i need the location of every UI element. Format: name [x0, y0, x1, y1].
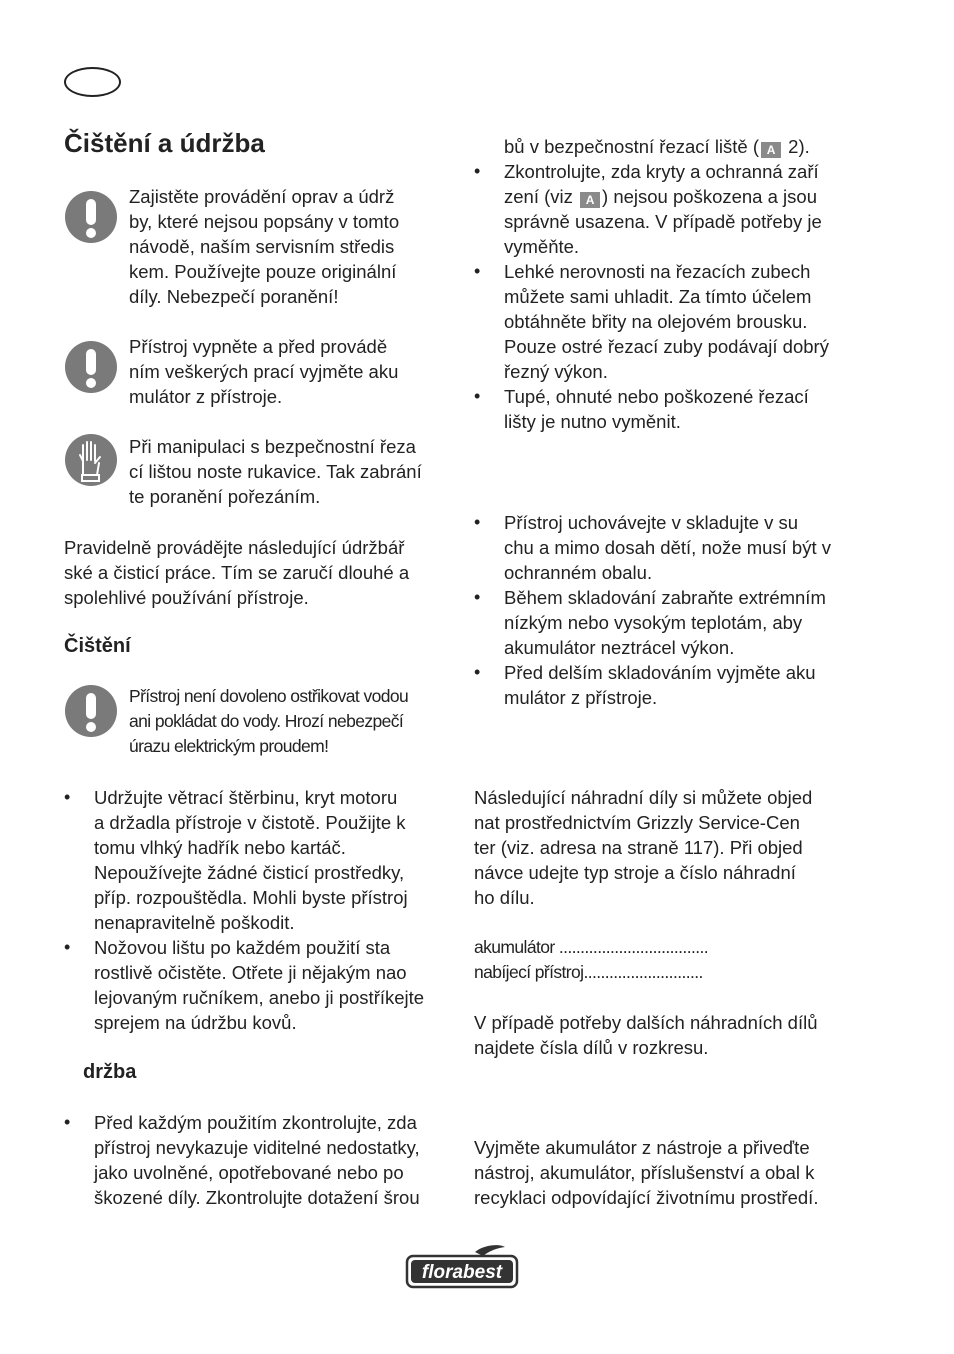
storage-list — [474, 510, 831, 710]
list-item: • Udržujte větrací štěrbinu, kryt motoru a držadla přístroje v čistotě. Použijte k tomu vlhký hadřík nebo kartáč. Nepoužívejte žádné čisticí prostředky, příp. rozpouštědla. Mohli byste přístroj nenapravitelně poškodit. — [64, 785, 424, 935]
warning-line: ním veškerých prací vyjměte aku — [129, 361, 399, 382]
warning-line: Při manipulaci s bezpečnostní řeza — [129, 436, 416, 457]
maintenance-heading: držba — [83, 1061, 137, 1083]
warning-line: Přístroj vypněte a před provádě — [129, 336, 388, 357]
warning-line: mulátor z přístroje. — [129, 386, 283, 407]
maintenance-continuation: bů v bezpečnostní řezací liště ( A 2). — [504, 136, 810, 157]
disposal-paragraph: Vyjměte akumulátor z nástroje a přiveďte nástroj, akumulátor, příslušenství a obal k recyklaci odpovídající životnímu prostředí. — [474, 1137, 819, 1208]
list-item: • Zkontrolujte, zda kryty a ochranná zaří zení (viz A ) nejsou poškozena a jsou správně usazena. V případě potřeby je vyměňte. — [474, 159, 829, 259]
figure-ref-badge: A — [761, 142, 781, 158]
glove-icon — [64, 433, 118, 487]
list-item: • Během skladování zabraňte extrémním nízkým nebo vysokým teplotám, aby akumulátor neztrácel výkon. — [474, 585, 831, 660]
list-item: akumulátor ................................... — [474, 937, 709, 957]
warning-line: návodě, naším servisním středis — [129, 236, 395, 257]
list-item: • Tupé, ohnuté nebo poškozené řezací lišty je nutno vyměnit. — [474, 384, 829, 434]
exclamation-icon — [64, 684, 118, 738]
list-item: • Před každým použitím zkontrolujte, zda přístroj nevykazuje viditelné nedostatky, jako uvolněné, opotřebované nebo po škozené díly. Zkontrolujte dotažení šrou — [64, 1110, 420, 1210]
warning-repairs — [129, 184, 399, 309]
list-item: • Lehké nerovnosti na řezacích zubech můžete sami uhladit. Za tímto účelem obtáhněte břity na olejovém brousku. Pouze ostré řezací zuby podávají dobrý řezný výkon. — [474, 259, 829, 384]
spare-parts-paragraph: Následující náhradní díly si můžete objed nat prostřednictvím Grizzly Service-Cen ter (viz. adresa na straně 117). Při objed návce udejte typ stroje a číslo náhradní ho dílu. — [474, 787, 813, 908]
warning-line: díly. Nebezpečí poranění! — [129, 286, 339, 307]
page-title: Čištění a údržba — [64, 128, 265, 158]
warning-line: by, které nejsou popsány v tomto — [129, 211, 400, 232]
warning-line: kem. Používejte pouze originální — [129, 261, 397, 282]
warning-line: te poranění pořezáním. — [129, 486, 321, 507]
warning-gloves — [129, 434, 422, 509]
figure-ref-badge: A — [580, 192, 600, 208]
language-badge — [64, 67, 121, 97]
warning-line: cí lištou noste rukavice. Tak zabrání — [129, 461, 422, 482]
list-item: • Nožovou lištu po každém použití sta rostlivě očistěte. Otřete ji nějakým nao lejovaným ručníkem, anebo ji postříkejte sprejem na údržbu kovů. — [64, 935, 424, 1035]
warning-line: Zajistěte provádění oprav a údrž — [129, 186, 395, 207]
warning-switch-off — [129, 334, 398, 409]
list-item: nabíjecí přístroj............................ — [474, 962, 703, 982]
warning-water — [129, 684, 408, 759]
cleaning-list — [64, 785, 424, 1035]
warning-line: úrazu elektrickým proudem! — [129, 736, 329, 756]
exclamation-icon — [64, 340, 118, 394]
spare-parts-more: V případě potřeby dalších náhradních dílů najdete čísla dílů v rozkresu. — [474, 1012, 818, 1058]
cleaning-heading: Čištění — [64, 635, 131, 657]
maintenance-list-left — [64, 1110, 420, 1210]
spare-parts-list — [474, 935, 708, 985]
intro-paragraph — [64, 535, 409, 610]
intro-line: ské a čisticí práce. Tím se zaručí dlouhé a — [64, 562, 410, 583]
intro-line: spolehlivé používání přístroje. — [64, 587, 309, 608]
exclamation-icon — [64, 190, 118, 244]
list-item: • Přístroj uchovávejte v skladujte v su chu a mimo dosah dětí, nože musí být v ochranném obalu. — [474, 510, 831, 585]
warning-line: Přístroj není dovoleno ostřikovat vodou — [129, 686, 409, 706]
list-item: • Před delším skladováním vyjměte aku mulátor z přístroje. — [474, 660, 831, 710]
maintenance-list-right — [474, 159, 829, 434]
logo-wordmark: florabest — [421, 1262, 503, 1283]
warning-line: ani pokládat do vody. Hrozí nebezpečí — [129, 711, 404, 731]
intro-line: Pravidelně provádějte následující údržbář — [64, 537, 405, 558]
florabest-logo — [405, 1244, 519, 1290]
